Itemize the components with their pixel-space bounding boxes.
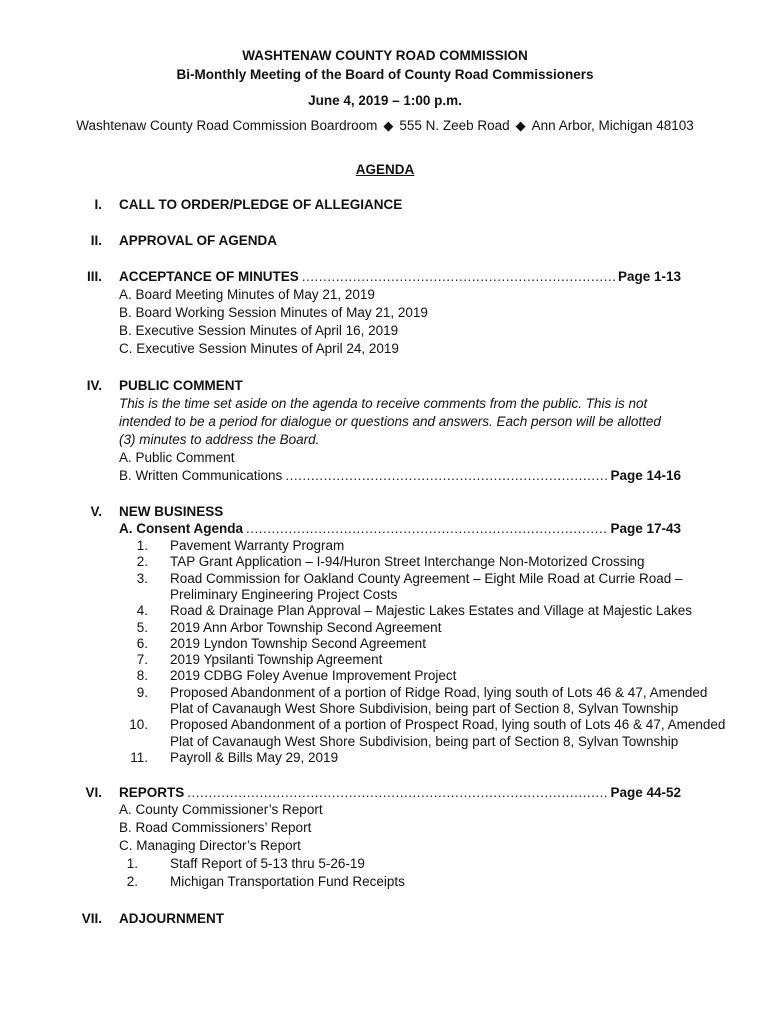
consent-agenda-item bbox=[116, 734, 756, 751]
section-4-number: IV. bbox=[86, 378, 102, 393]
item-number: 8. bbox=[136, 668, 148, 684]
list-item: A. County Commissioner’s Report bbox=[119, 802, 323, 817]
list-item: B. Board Working Session Minutes of May 21, 2019 bbox=[119, 305, 428, 320]
location-venue: Washtenaw County Road Commission Boardroom bbox=[76, 118, 378, 133]
consent-agenda-item bbox=[116, 571, 756, 588]
section-2-number: II. bbox=[90, 233, 102, 248]
consent-agenda-item bbox=[116, 685, 756, 702]
meeting-datetime: June 4, 2019 – 1:00 p.m. bbox=[308, 93, 462, 108]
dot-leader bbox=[285, 467, 607, 485]
public-comment-note-line: (3) minutes to address the Board. bbox=[119, 432, 320, 447]
section-3-leader-line bbox=[119, 268, 681, 286]
public-comment-note-line: intended to be a period for dialogue or questions and answers. Each person will be allotted bbox=[119, 414, 661, 429]
diamond-separator-icon: ◆ bbox=[515, 118, 526, 133]
item-text: TAP Grant Application – I-94/Huron Street Interchange Non-Motorized Crossing bbox=[170, 554, 645, 570]
section-6-number: VI. bbox=[85, 785, 102, 800]
consent-agenda-item bbox=[116, 554, 756, 571]
public-comment-note-line: This is the time set aside on the agenda to receive comments from the public. This is not bbox=[119, 396, 648, 411]
item-number: 2. bbox=[136, 554, 148, 570]
location-street: 555 N. Zeeb Road bbox=[399, 118, 510, 133]
dot-leader bbox=[246, 520, 607, 538]
section-6-page: Page 44-52 bbox=[610, 785, 681, 800]
section-2-title: APPROVAL OF AGENDA bbox=[119, 233, 278, 248]
written-communications-page: Page 14-16 bbox=[610, 468, 681, 483]
item-number: 4. bbox=[136, 603, 148, 619]
item-text: Payroll & Bills May 29, 2019 bbox=[170, 749, 339, 765]
location-city: Ann Arbor, Michigan 48103 bbox=[531, 118, 694, 133]
item-number: 2. bbox=[126, 874, 138, 889]
section-1-number: I. bbox=[94, 197, 102, 212]
item-text: 2019 CDBG Foley Avenue Improvement Project bbox=[170, 668, 457, 684]
consent-agenda-item bbox=[116, 587, 756, 604]
item-text: Staff Report of 5-13 thru 5-26-19 bbox=[170, 856, 365, 871]
consent-agenda-item bbox=[116, 620, 756, 637]
list-item bbox=[116, 856, 516, 873]
item-number: 11. bbox=[130, 749, 148, 765]
item-number: 1. bbox=[126, 856, 138, 871]
list-item: A. Public Comment bbox=[119, 450, 235, 465]
dot-leader bbox=[187, 784, 607, 802]
consent-agenda-item bbox=[116, 717, 756, 734]
dot-leader bbox=[302, 268, 615, 286]
list-item bbox=[116, 874, 516, 891]
list-item: C. Managing Director’s Report bbox=[119, 838, 301, 853]
section-5-title: NEW BUSINESS bbox=[119, 504, 224, 519]
item-text: Plat of Cavanaugh West Shore Subdivision, being part of Section 8, Sylvan Township bbox=[170, 733, 679, 749]
meeting-title: Bi-Monthly Meeting of the Board of County Road Commissioners bbox=[176, 67, 594, 82]
item-text: 2019 Lyndon Township Second Agreement bbox=[170, 635, 426, 651]
item-number: 10. bbox=[129, 717, 148, 733]
consent-agenda-leader-line bbox=[119, 520, 681, 538]
diamond-separator-icon: ◆ bbox=[383, 118, 394, 133]
list-item: C. Executive Session Minutes of April 24, 2019 bbox=[119, 341, 399, 356]
consent-agenda-item bbox=[116, 652, 756, 669]
list-item: B. Executive Session Minutes of April 16, 2019 bbox=[119, 323, 399, 338]
item-number: 1. bbox=[136, 538, 148, 553]
item-text: 2019 Ypsilanti Township Agreement bbox=[170, 652, 383, 668]
org-title: WASHTENAW COUNTY ROAD COMMISSION bbox=[242, 48, 528, 63]
consent-agenda-item bbox=[116, 668, 756, 685]
consent-agenda-page: Page 17-43 bbox=[610, 521, 681, 536]
consent-agenda-item bbox=[116, 603, 756, 620]
item-text: Plat of Cavanaugh West Shore Subdivision, being part of Section 8, Sylvan Township bbox=[170, 701, 679, 716]
section-6-leader-line bbox=[119, 784, 681, 802]
item-text: Proposed Abandonment of a portion of Prospect Road, lying south of Lots 46 & 47, Amended bbox=[170, 717, 726, 733]
section-4-title: PUBLIC COMMENT bbox=[119, 378, 243, 393]
written-communications-label: B. Written Communications bbox=[119, 468, 283, 483]
item-number: 3. bbox=[136, 570, 148, 586]
consent-agenda-item bbox=[116, 538, 756, 555]
item-text: Pavement Warranty Program bbox=[170, 538, 345, 553]
section-1-title: CALL TO ORDER/PLEDGE OF ALLEGIANCE bbox=[119, 197, 403, 212]
section-6-title: REPORTS bbox=[119, 785, 185, 800]
section-3-page: Page 1-13 bbox=[617, 269, 681, 284]
section-3-title: ACCEPTANCE OF MINUTES bbox=[119, 269, 299, 284]
agenda-heading: AGENDA bbox=[355, 162, 415, 177]
item-number: 9. bbox=[136, 684, 148, 700]
item-number: 7. bbox=[136, 652, 148, 668]
list-item: A. Board Meeting Minutes of May 21, 2019 bbox=[119, 287, 375, 302]
section-7-title: ADJOURNMENT bbox=[119, 911, 225, 926]
item-text: 2019 Ann Arbor Township Second Agreement bbox=[170, 619, 442, 635]
item-text: Preliminary Engineering Project Costs bbox=[170, 586, 398, 602]
item-number: 6. bbox=[136, 635, 148, 651]
consent-agenda-label: A. Consent Agenda bbox=[119, 521, 244, 536]
written-communications-leader-line bbox=[119, 467, 681, 485]
meeting-location bbox=[0, 117, 770, 135]
section-5-number: V. bbox=[90, 504, 102, 519]
item-text: Road Commission for Oakland County Agreement – Eight Mile Road at Currie Road – bbox=[170, 570, 683, 586]
section-7-number: VII. bbox=[81, 911, 102, 926]
section-3-number: III. bbox=[86, 269, 102, 284]
item-text: Michigan Transportation Fund Receipts bbox=[170, 874, 405, 889]
consent-agenda-item bbox=[116, 636, 756, 653]
consent-agenda-item bbox=[116, 701, 756, 718]
consent-agenda-item bbox=[116, 750, 756, 767]
list-item: B. Road Commissioners’ Report bbox=[119, 820, 312, 835]
item-number: 5. bbox=[136, 619, 148, 635]
item-text: Proposed Abandonment of a portion of Ridge Road, lying south of Lots 46 & 47, Amended bbox=[170, 684, 708, 700]
item-text: Road & Drainage Plan Approval – Majestic Lakes Estates and Village at Majestic Lakes bbox=[170, 603, 693, 619]
